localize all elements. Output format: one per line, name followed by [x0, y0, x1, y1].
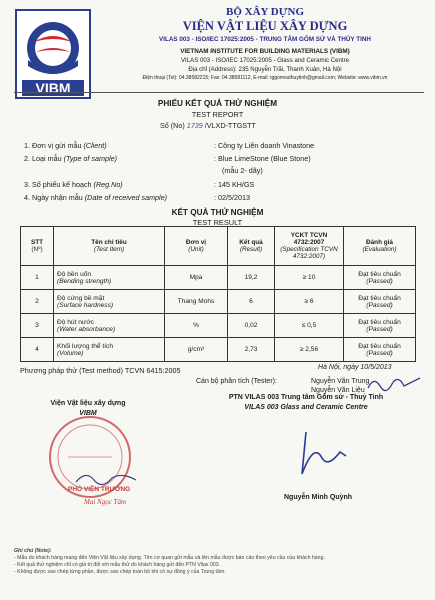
field-received-date [24, 193, 167, 202]
item-name: Độ bền uốn [57, 270, 92, 278]
report-number [160, 121, 256, 130]
address-line: Địa chỉ (Address): 235 Nguyễn Trãi, Thanh Xuân, Hà Nội [188, 66, 342, 73]
table-row [21, 314, 416, 338]
notes-title: Ghi chú (Note): [14, 548, 52, 554]
item-name-en: (Volume) [57, 349, 84, 357]
results-table [20, 226, 416, 362]
note-line: - Kết quả thử nghiệm chỉ có giá trị đối với mẫu thử do khách hàng gửi đến PTN Vilas 003. [14, 562, 221, 568]
field-num: 3. [24, 180, 30, 189]
item-name-en: (Water absorbance) [57, 325, 116, 333]
cell-test-item [54, 314, 165, 338]
cell-result: 2,73 [228, 338, 275, 362]
field-reg-no-value: : 145 KH/GS [214, 180, 255, 189]
left-signer-name: Mai Ngọc Tâm [84, 498, 126, 506]
field-label: Ngày nhận mẫu [32, 193, 83, 202]
col-spec-label: YCKT TCVN 4732:2007 [290, 232, 328, 246]
item-name: Độ hút nước [57, 318, 94, 326]
col-result [228, 227, 275, 266]
results-title: KẾT QUẢ THỬ NGHIỆM [171, 208, 264, 217]
field-reg-no [24, 180, 123, 189]
col-test-item-label-en: (Test Item) [93, 246, 125, 253]
tester-name-1: Nguyễn Văn Trung [311, 378, 370, 385]
col-result-label-en: (Result) [239, 246, 263, 253]
cell-result: 0,02 [228, 314, 275, 338]
field-received-date-value: : 02/5/2013 [214, 193, 250, 202]
report-number-suffix: /VLXD-TTGSTT [204, 121, 256, 130]
col-unit [165, 227, 228, 266]
table-row [21, 338, 416, 362]
eval-text: Đạt tiêu chuẩn [358, 270, 401, 278]
field-sample-note: (mẫu 2- dãy) [222, 166, 263, 175]
cell-evaluation [344, 338, 416, 362]
col-unit-label: Đơn vị [185, 239, 207, 246]
col-test-item [54, 227, 165, 266]
report-title-en: TEST REPORT [191, 110, 244, 119]
col-spec [275, 227, 344, 266]
item-name: Độ cứng bề mặt [57, 294, 105, 302]
col-evaluation-label-en: (Evaluation) [362, 246, 397, 253]
left-signature [72, 468, 142, 493]
report-date: Hà Nội, ngày 10/5/2013 [318, 364, 392, 371]
eval-text-en: (Passed) [366, 349, 393, 357]
institute-name-en: VIETNAM INSTITUTE FOR BUILDING MATERIALS (VIBM) [180, 48, 350, 55]
field-label: Đơn vị gửi mẫu [32, 141, 82, 150]
field-label-en: (Type of sample) [63, 154, 117, 163]
field-label: Số phiếu kế hoạch [32, 180, 92, 189]
field-label-en: (Reg.No) [93, 180, 123, 189]
left-org-en: VIBM [79, 410, 97, 417]
field-label-en: (Date of received sample) [84, 193, 168, 202]
cell-evaluation [344, 266, 416, 290]
field-sample-type [24, 154, 117, 163]
cell-unit: % [165, 314, 228, 338]
report-number-label: Số (No) [160, 121, 185, 130]
field-sample-type-value: : Blue LimeStone (Blue Stone) [214, 154, 311, 163]
table-row [21, 290, 416, 314]
eval-text: Đạt tiêu chuẩn [358, 342, 401, 350]
eval-text-en: (Passed) [366, 277, 393, 285]
note-line: - Mẫu do khách hàng mang đến Viện Vật liệu xây dựng. Tên cơ quan gửi mẫu và tên mẫu được báo cáo theo yêu cầu của khách hàng. [14, 555, 325, 561]
field-num: 1. [24, 141, 30, 150]
eval-text: Đạt tiêu chuẩn [358, 318, 401, 326]
logo-text: VIBM [35, 80, 71, 96]
cell-stt: 2 [21, 290, 54, 314]
tester-name-2: Nguyễn Văn Liệu [311, 387, 365, 394]
item-name: Khối lượng thể tích [57, 342, 114, 350]
item-name-en: (Surface hardness) [57, 301, 114, 309]
col-spec-label-en: (Specification TCVN 4732:2007) [280, 246, 338, 260]
cell-spec: ≥ 10 [275, 266, 344, 290]
table-header-row [21, 227, 416, 266]
right-signer-name: Nguyễn Minh Quỳnh [284, 494, 353, 501]
cell-test-item [54, 338, 165, 362]
table-row [21, 266, 416, 290]
cell-test-item [54, 266, 165, 290]
cell-evaluation [344, 290, 416, 314]
field-num: 4. [24, 193, 30, 202]
header-divider [14, 92, 424, 93]
report-number-value: 1739 [186, 121, 203, 130]
item-name-en: (Bending strength) [57, 277, 112, 285]
cell-result: 6 [228, 290, 275, 314]
cell-spec: ≥ 6 [275, 290, 344, 314]
centre-line: VILAS 003 - ISO/IEC 17025:2005 - Glass and Ceramic Centre [180, 57, 349, 64]
contact-line: Điện thoại (Tel): 04.38582215; Fax: 04.38581112, E-mail: tggomsuthuytinh@gmail.com; Website: www.vibm.vn [142, 75, 388, 81]
left-signer-title: PHÓ VIỆN TRƯỞNG [68, 486, 131, 493]
cell-test-item [54, 290, 165, 314]
eval-text: Đạt tiêu chuẩn [358, 294, 401, 302]
cell-stt: 1 [21, 266, 54, 290]
notes-section [14, 548, 424, 576]
ministry-name: BỘ XÂY DỰNG [225, 6, 304, 18]
right-org: PTN VILAS 003 Trung tâm Gốm sứ - Thuỷ Tinh [228, 394, 384, 401]
col-stt [21, 227, 54, 266]
institute-name: VIỆN VẬT LIỆU XÂY DỰNG [182, 19, 348, 33]
official-stamp [38, 395, 158, 515]
cell-stt: 4 [21, 338, 54, 362]
vilas-line: VILAS 003 - ISO/IEC 17025:2005 - TRUNG TÂM GỐM SỨ VÀ THỦY TINH [159, 36, 371, 43]
cell-result: 19,2 [228, 266, 275, 290]
report-title: PHIẾU KẾT QUẢ THỬ NGHIỆM [157, 99, 278, 108]
col-unit-label-en: (Unit) [188, 246, 204, 253]
field-client [24, 141, 107, 150]
cell-spec: ≤ 0,5 [275, 314, 344, 338]
col-stt-label-en: (Nº) [31, 246, 43, 253]
left-org: Viện Vật liệu xây dựng [50, 400, 126, 407]
test-method: Phương pháp thử (Test method) TCVN 6415:2005 [20, 366, 181, 375]
note-line: - Không được sao chép từng phần, được sao chép toàn bộ khi có sự đồng ý của Trung tâm. [14, 569, 226, 575]
col-stt-label: STT [30, 239, 44, 246]
col-evaluation [344, 227, 416, 266]
field-num: 2. [24, 154, 30, 163]
field-label-en: (Client) [83, 141, 107, 150]
col-test-item-label: Tên chỉ tiêu [91, 239, 127, 246]
cell-stt: 3 [21, 314, 54, 338]
field-client-value: : Công ty Liên doanh Vinastone [214, 141, 315, 150]
cell-evaluation [344, 314, 416, 338]
cell-unit: g/cm³ [165, 338, 228, 362]
cell-unit: Mpa [165, 266, 228, 290]
results-title-en: TEST RESULT [192, 218, 243, 227]
tester-label: Cán bộ phân tích (Tester): [196, 378, 277, 385]
eval-text-en: (Passed) [366, 301, 393, 309]
right-signature [292, 428, 352, 485]
right-org-en: VILAS 003 Glass and Ceramic Centre [244, 404, 368, 411]
cell-unit: Thang Mohs [165, 290, 228, 314]
col-evaluation-label: Đánh giá [366, 239, 393, 246]
col-result-label: Kết quả [239, 239, 263, 246]
cell-spec: ≥ 2,56 [275, 338, 344, 362]
eval-text-en: (Passed) [366, 325, 393, 333]
letterhead [100, 6, 430, 81]
field-label: Loại mẫu [32, 154, 62, 163]
